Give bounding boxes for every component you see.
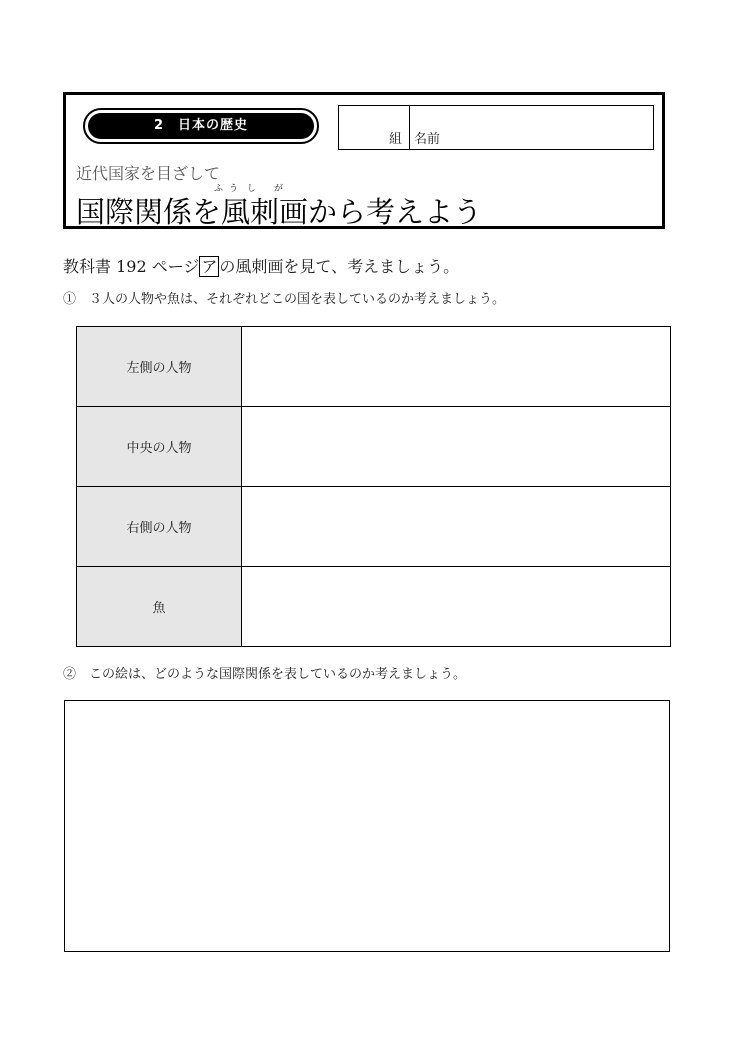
ruby-u: う [229,184,239,194]
name-field-box[interactable] [338,105,654,150]
page-title: 国際関係を風刺画から考えよう [76,195,483,229]
row-label: 左側の人物 [77,327,242,407]
table-row [77,567,671,647]
table-row [77,327,671,407]
answer-cell-fish[interactable] [242,567,671,647]
unit-label: 2 日本の歴史 [88,113,314,139]
answer-cell-center-figure[interactable] [242,407,671,487]
table-row [77,407,671,487]
answer-box-question-2[interactable] [64,700,670,952]
ruby-ga: が [274,184,284,194]
intro-figure-marker: ア [201,257,218,276]
table-row [77,487,671,567]
question-1: ① ３人の人物や魚は、それぞれどこの国を表しているのか考えましょう。 [63,292,506,307]
question-2: ② この絵は、どのような国際関係を表しているのか考えましょう。 [63,667,467,682]
answer-table [76,326,671,647]
answer-cell-right-figure[interactable] [242,487,671,567]
name-label: 名前 [414,132,441,147]
unit-badge [83,108,319,144]
ruby-fu: ふ [214,184,224,194]
answer-cell-left-figure[interactable] [242,327,671,407]
intro-text-before: 教科書 192 ページ [63,257,200,276]
row-label: 中央の人物 [77,407,242,487]
worksheet-header [63,92,665,229]
class-label: 組 [389,132,403,147]
intro-text-after: の風刺画を見て、考えましょう。 [219,257,460,276]
name-box-divider [409,106,410,149]
row-label: 右側の人物 [77,487,242,567]
ruby-shi: し [247,184,257,194]
intro-instruction [63,254,459,277]
row-label: 魚 [77,567,242,647]
chapter-subtitle: 近代国家を目ざして [76,164,221,183]
